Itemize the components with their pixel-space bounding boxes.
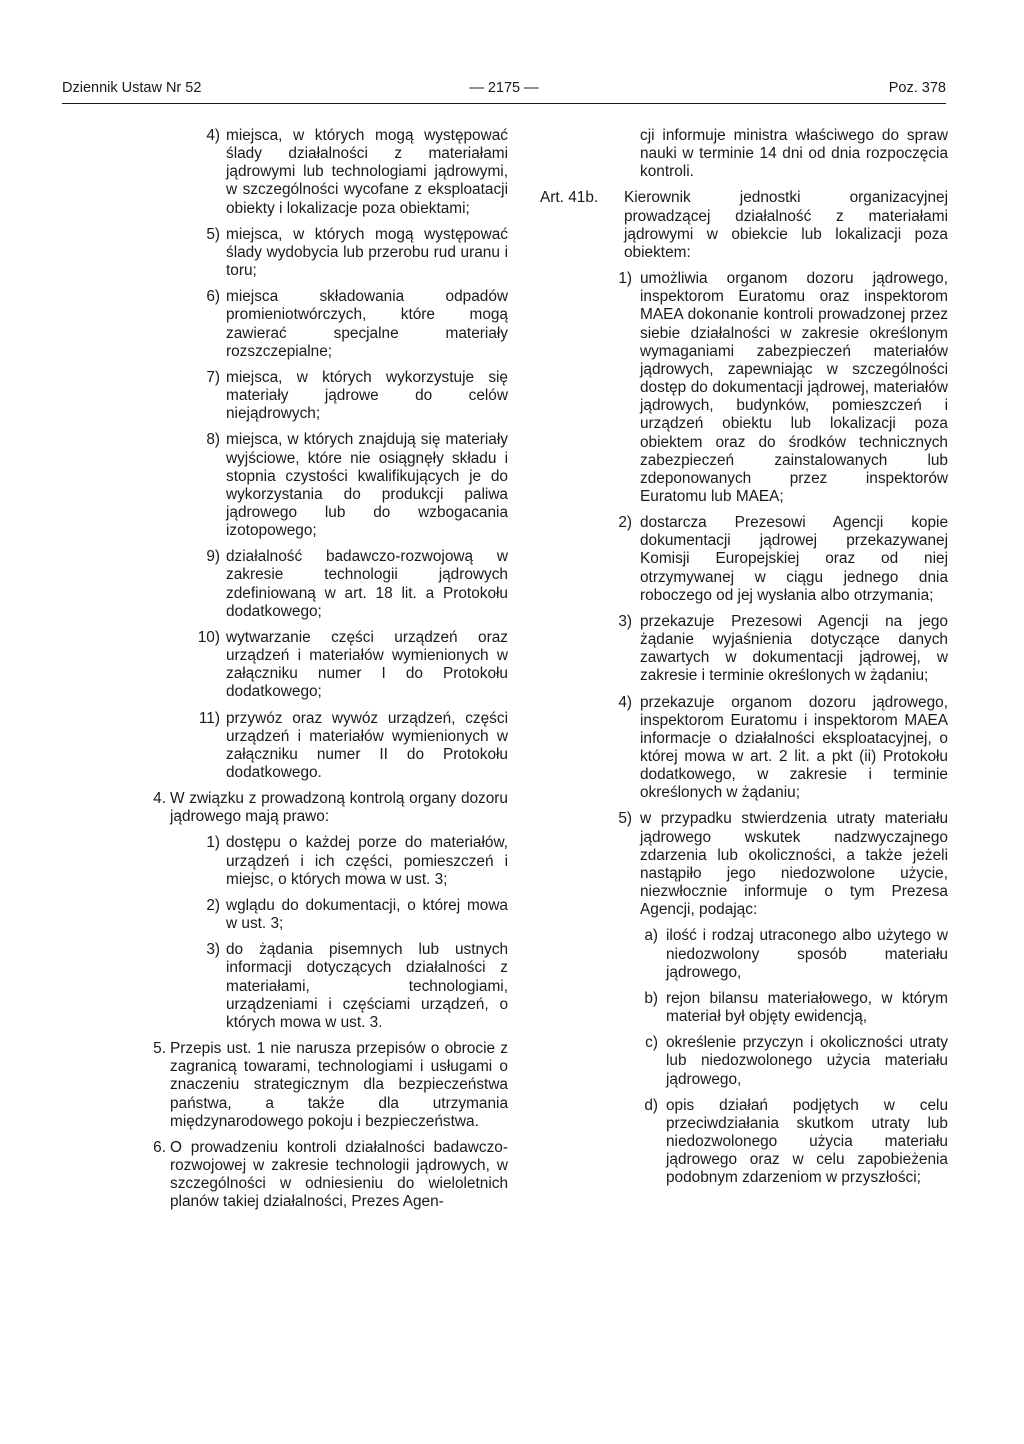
list-subitem [540,1034,948,1088]
list-item [540,694,948,803]
list-subitem [540,927,948,981]
item-number: 9) [206,548,220,566]
item-number: 8) [206,431,220,449]
article-subpoint-list [540,927,948,1187]
item-number: d) [644,1096,658,1114]
left-column [153,127,508,1219]
list-item [540,810,948,919]
continuation-paragraph: cji informuje ministra właściwego do spraw nauki w terminie 14 dni od dnia rozpoczęcia kontroli. [640,127,948,181]
article-text: Kierownik jednostki organizacyjnej prowadzącej działalność z materiałami jądrowymi w obiekcie lub lokalizacji poza obiektem: [624,189,948,261]
article-41b [540,189,948,262]
list-item [170,431,508,540]
running-header [62,80,946,104]
section-number: 5. [153,1040,166,1058]
item-number: c) [645,1034,658,1052]
list-item [170,629,508,702]
list-subitem [540,1097,948,1188]
position-number: Poz. 378 [888,80,946,96]
section-6 [137,1139,508,1212]
item-number: 5) [206,225,220,243]
item-text: miejsca, w których mogą występować ślady wydobycia lub przerobu rud uranu i toru; [226,225,508,280]
item-number: 5) [618,810,632,828]
item-number: 3) [618,612,632,630]
item-text: działalność badawczo-rozwojową w zakresie technologii jądrowych zdefiniowaną w art. 18 lit. a Protokołu dodatkowego; [226,548,508,620]
item-text: dostępu o każdej porze do materiałów, urządzeń i ich części, pomieszczeń i miejsc, o których mowa w ust. 3; [226,834,508,888]
section-text: O prowadzeniu kontroli działalności badawczo-rozwojowej w zakresie technologii jądrowych, w szczególności w odniesieniu do wieloletnich planów takiej działalności, Prezes Agen- [170,1138,508,1211]
left-point-list [172,127,508,782]
list-item [170,710,508,783]
list-item [170,288,508,361]
item-number: 11) [198,709,220,727]
article-number: Art. 41b. [540,189,599,207]
item-text: wglądu do dokumentacji, o której mowa w ust. 3; [226,896,508,933]
list-item [170,897,508,933]
item-text: przywóz oraz wywóz urządzeń, części urządzeń i materiałów wymienionych w załączniku numer II do Protokołu dodatkowego. [226,709,508,781]
section-text: W związku z prowadzoną kontrolą organy dozoru jądrowego mają prawo: [170,790,508,826]
header-rule [62,103,946,104]
item-text: miejsca, w których mogą występować ślady działalności z materiałami jądrowymi lub technologiami jądrowymi, w szczególności wycofane z eksploatacji obiekty i lokalizacje poza obiektami; [226,127,508,217]
list-item [170,834,508,888]
article-point-list [540,270,948,919]
item-text: opis działań podjętych w celu przeciwdziałania skutkom utraty lub niedozwolonego użycia materiału jądrowego oraz w celu zapobieżenia podobnym zdarzeniom w przyszłości; [666,1096,948,1187]
list-item [540,270,948,506]
item-number: 2) [618,514,632,532]
item-text: dostarcza Prezesowi Agencji kopie dokumentacji jądrowej przekazywanej Komisji Europejskiej oraz od niej otrzymywanej w ciągu jednego dnia roboczego od jej wysłania albo otrzymania; [640,514,948,604]
item-text: umożliwia organom dozoru jądrowego, inspektorom Euratomu oraz inspektorom MAEA dokonanie kontroli prowadzonej przez siebie działalności w zakresie określonym wymaganiami zabezpieczeń materiałów jądrowych, zapewniając w szczególności dostęp do dokumentacji jądrowej, materiałów jądrowych, budynków, pomieszczeń i urządzeń obiektu lub lokalizacji poza obiektem oraz do środków technicznych zabezpieczeń zainstalowanych lub zdeponowanych przez inspektorów Euratomu lub MAEA; [640,270,948,505]
item-text: ilość i rodzaj utraconego albo użytego w niedozwolony sposób materiału jądrowego, [666,927,948,981]
item-number: 1) [206,834,220,852]
item-text: przekazuje Prezesowi Agencji na jego żądanie wyjaśnienia dotyczące danych zawartych w dokumentacji jądrowej, w zakresie i terminie określonych w żądaniu; [640,612,948,685]
section-number: 6. [153,1138,166,1156]
list-item [170,127,508,218]
item-number: 6) [206,288,220,306]
item-number: 1) [618,270,632,288]
right-column [540,127,948,1195]
item-text: przekazuje organom dozoru jądrowego, inspektorom Euratomu i inspektorom MAEA informacje o działalności eksploatacyjnej, o której mowa w art. 2 lit. a pkt (ii) Protokołu dodatkowego, w zakresie i terminie określonych w żądaniu; [640,693,948,802]
item-text: wytwarzanie części urządzeń oraz urządzeń i materiałów wymienionych w załączniku numer I do Protokołu dodatkowego; [226,628,508,701]
item-number: b) [644,989,658,1007]
item-number: 7) [206,368,220,386]
item-number: 4) [618,693,632,711]
journal-title: Dziennik Ustaw Nr 52 [62,80,202,96]
section-number: 4. [153,790,166,808]
section-4 [137,790,508,826]
list-item [170,548,508,621]
item-text: miejsca, w których znajdują się materiały wyjściowe, które nie osiągnęły składu i stopnia czystości kwalifikujących je do wykorzystania do produkcji paliwa jądrowego lub do wzbogacania izotopowego; [226,431,508,540]
item-number: a) [644,927,658,945]
list-subitem [540,990,948,1026]
item-text: miejsca, w których wykorzystuje się materiały jądrowe do celów niejądrowych; [226,368,508,423]
item-number: 3) [206,941,220,959]
page-number: — 2175 — [469,80,539,96]
list-item [540,613,948,686]
list-item [540,514,948,605]
item-number: 2) [206,896,220,914]
item-text: rejon bilansu materiałowego, w którym materiał był objęty ewidencją, [666,989,948,1026]
section-5 [137,1040,508,1131]
item-text: określenie przyczyn i okoliczności utraty lub niedozwolonego użycia materiału jądrowego, [666,1034,948,1088]
list-item [170,369,508,423]
item-number: 10) [197,628,220,646]
item-text: miejsca składowania odpadów promieniotwórczych, które mogą zawierać specjalne materiały rozszczepialne; [226,288,508,360]
section-4-list [172,834,508,1032]
item-text: w przypadku stwierdzenia utraty materiału jądrowego wskutek nadzwyczajnego zdarzenia lub okoliczności, a także jeżeli nastąpiło jego niedozwolone użycie, niezwłocznie informuje o tym Prezesa Agencji, podając: [640,810,948,919]
list-item [170,941,508,1032]
item-number: 4) [206,127,220,144]
item-text: do żądania pisemnych lub ustnych informacji dotyczących działalności z materiałami, technologiami, urządzeniami i częściami urządzeń, o których mowa w ust. 3. [226,941,508,1031]
list-item [170,226,508,280]
section-text: Przepis ust. 1 nie narusza przepisów o obrocie z zagranicą towarami, technologiami i usługami o znaczeniu strategicznym dla bezpieczeństwa państwa, a także dla utrzymania międzynarodowego pokoju i bezpieczeństwa. [170,1040,508,1130]
